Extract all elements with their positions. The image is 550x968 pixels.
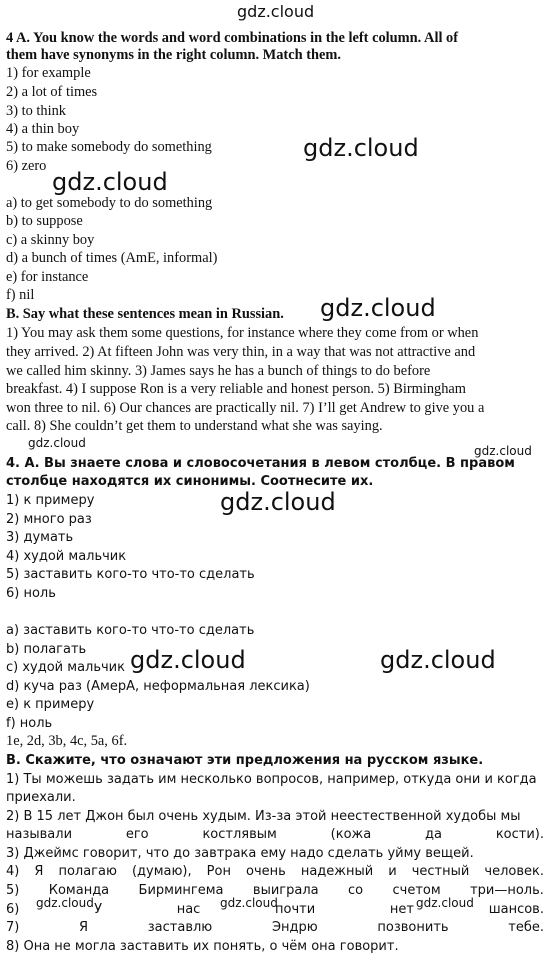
ru-right-item: е) к примеру <box>6 697 95 712</box>
ru-sentence-justified: 4) Я полагаю (думаю), Рон очень надежный и честный человек. <box>6 864 544 879</box>
right-item: e) for instance <box>6 269 89 285</box>
task-b-title: B. Say what these sentences mean in Russian. <box>6 306 284 322</box>
task-b-line: breakfast. 4) I suppose Ron is a very reliable and honest person. 5) Birmingham <box>6 381 466 397</box>
task-b-line: 1) You may ask them some questions, for instance where they come from or when <box>6 325 479 341</box>
ru-sentence: 1) Ты можешь задать им несколько вопросов, например, откуда они и когда <box>6 772 537 787</box>
left-item: 2) a lot of times <box>6 84 98 100</box>
watermark: gdz.cloud <box>220 488 336 516</box>
ru-task-a-title-cont: столбце находятся их синонимы. Соотнесите их. <box>6 474 374 489</box>
answer-key: 1e, 2d, 3b, 4c, 5a, 6f. <box>6 733 128 749</box>
ru-task-a-title: 4. А. Вы знаете слова и словосочетания в левом столбце. В правом <box>6 456 515 471</box>
left-item: 1) for example <box>6 65 91 81</box>
ru-task-b-title: В. Скажите, что означают эти предложения на русском языке. <box>6 753 484 768</box>
ru-sentence-justified: 6) У нас почти нет шансов. <box>6 902 544 917</box>
ru-right-item: d) куча раз (АмерА, неформальная лексика) <box>6 679 310 694</box>
watermark-small: gdz.cloud <box>220 896 278 910</box>
task-a-title-cont: them have synonyms in the right column. Match them. <box>6 47 341 63</box>
task-b-line: won three to nil. 6) Our chances are practically nil. 7) I’ll get Andrew to give you a <box>6 400 485 416</box>
task-b-line: they arrived. 2) At fifteen John was very thin, in a way that was not attractive and <box>6 344 476 360</box>
right-item: a) to get somebody to do something <box>6 195 213 211</box>
watermark-top: gdz.cloud <box>237 2 315 21</box>
ru-left-item: 1) к примеру <box>6 493 95 508</box>
watermark-small: gdz.cloud <box>28 436 86 450</box>
ru-sentence: 3) Джеймс говорит, что до завтрака ему надо сделать уйму вещей. <box>6 846 474 861</box>
ru-left-item: 4) худой мальчик <box>6 549 127 564</box>
right-item: d) a bunch of times (AmE, informal) <box>6 250 218 266</box>
watermark-small: gdz.cloud <box>474 444 532 458</box>
task-a-title: 4 A. You know the words and word combinations in the left column. All of <box>6 30 459 46</box>
watermark: gdz.cloud <box>303 134 419 162</box>
ru-right-item: а) заставить кого-то что-то сделать <box>6 623 255 638</box>
ru-right-item: b) полагать <box>6 642 87 657</box>
left-item: 6) zero <box>6 158 47 174</box>
ru-sentence-justified: 5) Команда Бирмингема выиграла со счетом три—ноль. <box>6 883 544 898</box>
watermark: gdz.cloud <box>380 646 496 674</box>
watermark: gdz.cloud <box>320 294 436 322</box>
ru-left-item: 2) много раз <box>6 512 92 527</box>
ru-left-item: 6) ноль <box>6 586 56 601</box>
watermark-small: gdz.cloud <box>36 896 94 910</box>
ru-right-item: с) худой мальчик <box>6 660 125 675</box>
ru-sentence: 2) В 15 лет Джон был очень худым. Из-за этой неестественной худобы мы <box>6 809 521 824</box>
ru-sentence-justified: 7) Я заставлю Эндрю позвонить тебе. <box>6 920 544 935</box>
ru-sentence-justified: называли его костлявым (кожа да кости). <box>6 827 544 842</box>
right-item: f) nil <box>6 287 35 303</box>
right-item: c) a skinny boy <box>6 232 95 248</box>
ru-sentence: приехали. <box>6 790 76 805</box>
left-item: 5) to make somebody do something <box>6 139 212 155</box>
ru-right-item: f) ноль <box>6 716 53 731</box>
watermark: gdz.cloud <box>130 646 246 674</box>
ru-sentence: 8) Она не могла заставить их понять, о чём она говорит. <box>6 939 399 954</box>
task-b-line: call. 8) She couldn’t get them to understand what she was saying. <box>6 418 383 434</box>
left-item: 3) to think <box>6 103 66 119</box>
ru-left-item: 3) думать <box>6 530 74 545</box>
watermark-small: gdz.cloud <box>416 896 474 910</box>
watermark: gdz.cloud <box>52 168 168 196</box>
left-item: 4) a thin boy <box>6 121 80 137</box>
task-b-line: we called him skinny. 3) James says he has a bunch of things to do before <box>6 363 431 379</box>
ru-left-item: 5) заставить кого-то что-то сделать <box>6 567 255 582</box>
right-item: b) to suppose <box>6 213 83 229</box>
